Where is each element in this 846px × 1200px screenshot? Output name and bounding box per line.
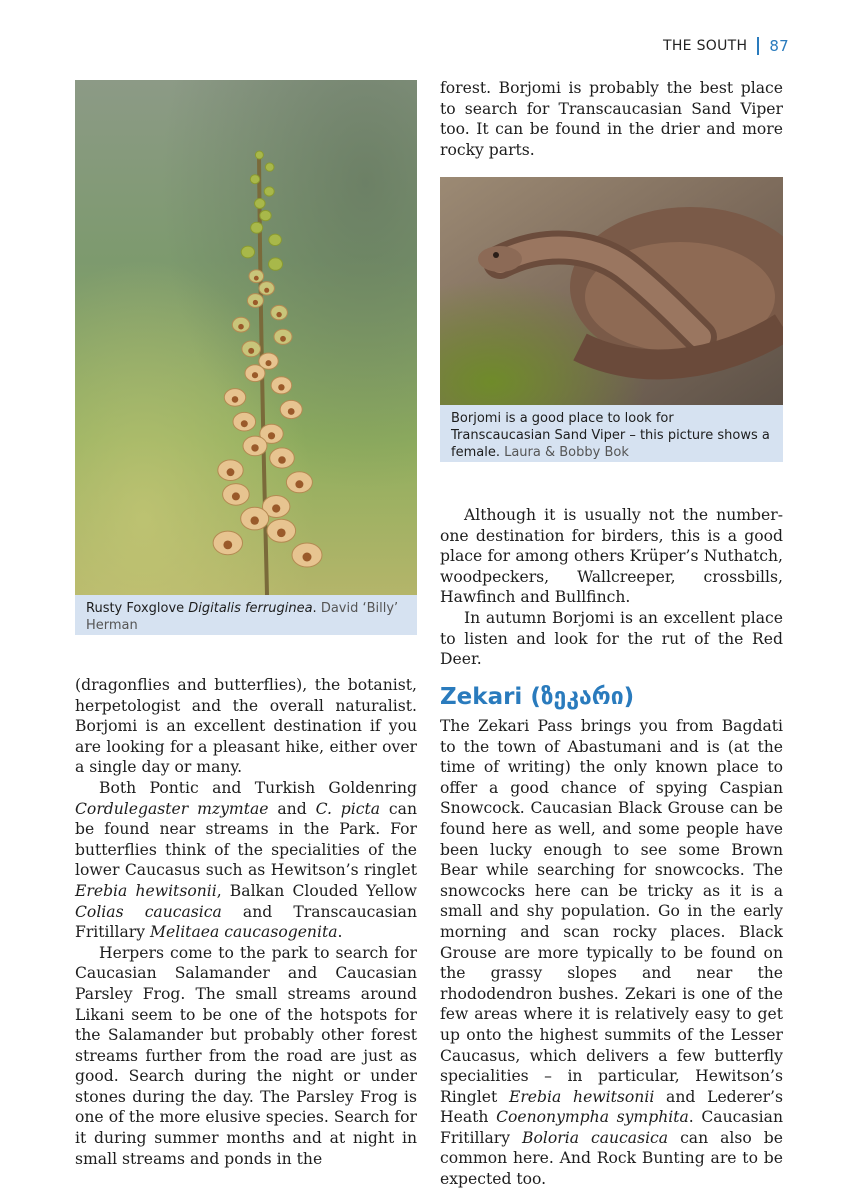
flower-blossom <box>269 258 283 270</box>
flower-throat <box>223 541 232 550</box>
paragraph: Although it is usually not the number-one destination for birders, this is a good place for among others Krüper’s Nuthatch, woodpeckers, Wallcreeper, crossbills, Hawfinch and Bullfinch. <box>440 506 783 607</box>
paragraph: In autumn Borjomi is an excellent place to listen and look for the rut of the Red Deer. <box>440 608 783 669</box>
flower-throat <box>232 396 239 403</box>
species-name: Erebia hewitsonii <box>75 881 217 900</box>
flower-throat <box>278 384 284 390</box>
paragraph: Herpers come to the park to search for Caucasian Salamander and Caucasian Parsley Frog. The small streams around Likani seem to be one of the hotspots for the Salamander but probably other forest streams further from the road are just as good. Search during the night or under stones during the day. The Parsley Frog is one of the more elusive species. Search for it during summer months and at night in small streams and ponds in the <box>75 943 417 1168</box>
viper-caption <box>440 405 783 462</box>
flower-throat <box>266 360 272 366</box>
paragraph <box>440 716 783 1190</box>
flower-blossom <box>264 187 274 196</box>
flower-throat <box>251 516 259 524</box>
species-name: Boloria caucasica <box>522 1128 669 1147</box>
flower-throat <box>268 432 275 439</box>
zekari-body <box>440 716 783 1190</box>
flower-throat <box>232 492 240 500</box>
text: . Caucasian Fritillary <box>440 1108 784 1147</box>
paragraph <box>75 778 417 943</box>
section-title: THE SOUTH <box>663 38 748 54</box>
flower-throat <box>272 504 280 512</box>
section-heading: Zekari (ზეკარი) <box>440 684 635 710</box>
caption-punct: . <box>312 601 321 616</box>
flower-blossom <box>255 199 266 209</box>
text: Both Pontic and Turkish Goldenring <box>99 778 417 797</box>
species-name: Colias caucasica <box>75 902 222 921</box>
flower-blossom <box>250 175 259 184</box>
text: and Lederer’s Heath <box>440 1087 783 1127</box>
flower-throat <box>295 480 303 488</box>
text: can also be common here. And Rock Bunting are to be expected too. <box>440 1128 783 1189</box>
species-name: Coenonympha symphita <box>496 1108 689 1127</box>
flower-throat <box>280 336 286 342</box>
flower-throat <box>252 372 258 378</box>
foxglove-photo <box>75 80 417 595</box>
caption-text: Borjomi is a good place to look for Transcaucasian Sand Viper – this picture shows a female. <box>451 411 770 460</box>
species-name: C. picta <box>315 799 381 818</box>
flower-throat <box>241 420 248 427</box>
flower-throat <box>251 444 258 451</box>
flower-throat <box>238 324 244 330</box>
caption-credit: David ‘Billy’ Herman <box>86 601 399 633</box>
foxglove-caption <box>75 595 417 635</box>
flower-throat <box>248 348 254 354</box>
species-name: Cordulegaster mzymtae <box>75 799 269 818</box>
viper-photo-icon <box>440 177 783 405</box>
paragraph: forest. Borjomi is probably the best place to search for Transcaucasian Sand Viper too. It can be found in the drier and more rocky parts. <box>440 79 783 159</box>
flower-throat <box>277 529 286 538</box>
caption-species: Digitalis ferruginea <box>188 601 313 616</box>
flower-throat <box>253 300 258 305</box>
right-column-top <box>440 78 783 160</box>
text: and <box>268 799 316 818</box>
flower-blossom <box>251 222 263 233</box>
flower-blossom <box>269 234 282 245</box>
header-divider <box>757 37 759 55</box>
left-column-bottom <box>75 675 417 1169</box>
zekari-section <box>440 683 783 1190</box>
caption-text: Rusty Foxglove <box>86 601 189 616</box>
flower-blossom <box>265 163 274 171</box>
caption-credit: Laura & Bobby Bok <box>504 445 629 460</box>
flower-throat <box>288 408 295 415</box>
text: , Balkan Clouded Yellow <box>216 881 417 900</box>
text: The Zekari Pass brings you from Bagdati to the town of Abastumani and is (at the time of writing) the only known place to offer a good chance of spying Caspian Snowcock. Caucasian Black Grouse can be found here as well, and some people have been lucky enough to see some Brown Bear while searching for snowcocks. The snowcocks here can be tricky as it is a small and shy population. Go in the early morning and scan rocky places. Black Grouse are more typically to be found on the grassy slopes and near the rhododendron bushes. Zekari is one of the few areas where it is relatively easy to get up onto the highest summits of the Lesser Caucasus, which delivers a few butterfly specialities – in particular, Hewitson’s Ringlet <box>440 717 783 1106</box>
flower-throat <box>278 456 286 464</box>
text: . <box>337 923 343 942</box>
page-number: 87 <box>769 37 789 55</box>
flower-throat <box>276 312 281 317</box>
flower-blossom <box>241 246 254 258</box>
flower-throat <box>264 288 269 293</box>
flower-throat <box>303 553 312 562</box>
species-name: Erebia hewitsonii <box>508 1087 655 1106</box>
flower-blossom <box>255 151 263 159</box>
foxglove-photo-icon <box>75 80 417 595</box>
flower-throat <box>227 468 235 476</box>
running-head <box>663 37 789 55</box>
flower-blossom <box>260 210 271 220</box>
species-name: Melitaea caucasogenita <box>150 923 338 942</box>
flower-throat <box>254 276 259 281</box>
paragraph: (dragonflies and butterflies), the botanist, herpetologist and the overall naturalist. Borjomi is an excellent destination if you are looking for a pleasant hike, either over a single day or many. <box>75 676 417 777</box>
right-column-middle <box>440 505 783 670</box>
text: can be found near streams in the Park. For butterflies think of the specialities of the lower Caucasus such as Hewitson’s ringlet <box>75 799 417 880</box>
text: and Transcaucasian Fritillary <box>75 902 417 942</box>
viper-photo <box>440 177 783 405</box>
